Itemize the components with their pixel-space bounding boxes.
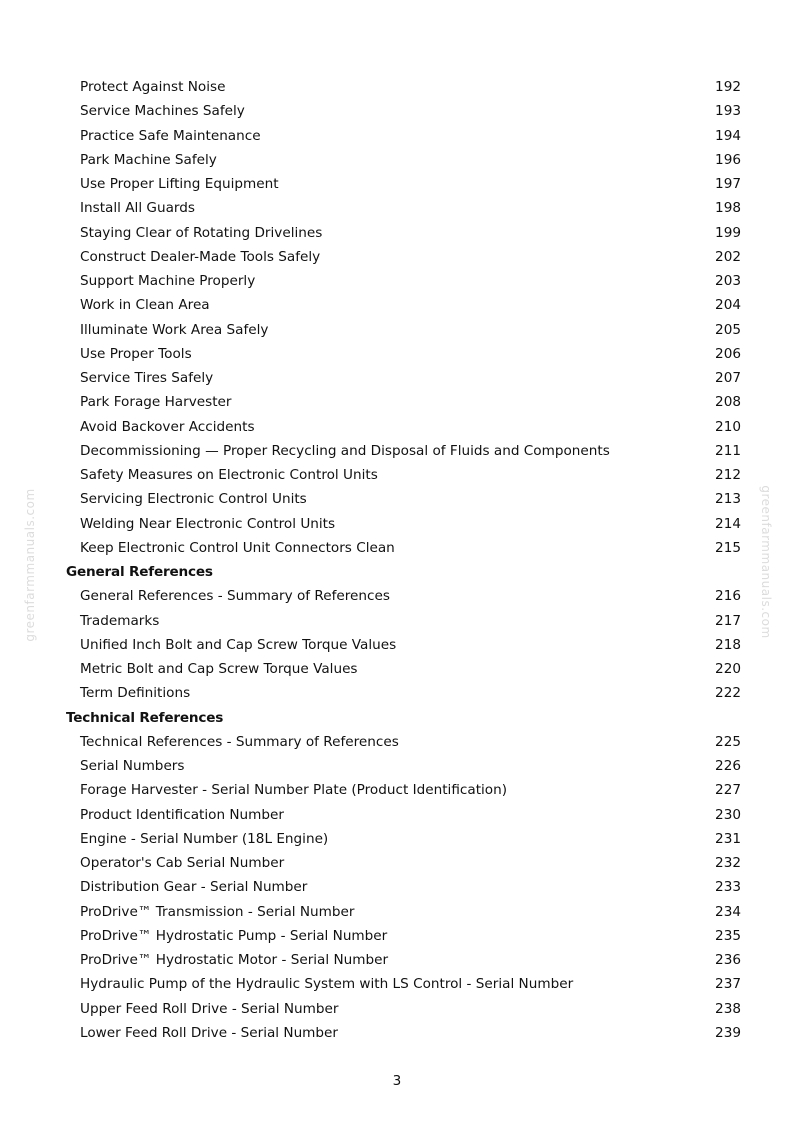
toc-entry-page: 230 bbox=[715, 806, 741, 823]
toc-entry-title: Staying Clear of Rotating Drivelines bbox=[80, 224, 323, 241]
toc-entry[interactable] bbox=[0, 584, 794, 608]
toc-entry[interactable] bbox=[0, 415, 794, 439]
toc-entry-title: Service Tires Safely bbox=[80, 370, 214, 386]
toc-entry-title: Technical References - Summary of References bbox=[80, 733, 399, 750]
toc-entry[interactable] bbox=[0, 245, 794, 269]
toc-entry-page: 206 bbox=[715, 345, 741, 362]
toc-entry[interactable] bbox=[0, 1021, 794, 1045]
toc-entry-title: Operator's Cab Serial Number bbox=[80, 855, 285, 871]
toc-entry[interactable] bbox=[0, 924, 794, 948]
toc-entry-title: Use Proper Lifting Equipment bbox=[80, 176, 279, 192]
toc-entry[interactable] bbox=[0, 657, 794, 681]
table-of-contents bbox=[0, 75, 794, 1045]
toc-entry-page: 197 bbox=[715, 176, 741, 192]
toc-entry-title: Term Definitions bbox=[80, 685, 191, 702]
toc-entry-title: Forage Harvester - Serial Number Plate (Product Identification) bbox=[80, 782, 508, 799]
toc-entry[interactable] bbox=[0, 221, 794, 245]
toc-entry-page: 207 bbox=[715, 370, 741, 386]
toc-entry-title: Unified Inch Bolt and Cap Screw Torque Values bbox=[80, 636, 397, 653]
toc-entry-page: 205 bbox=[715, 321, 741, 338]
toc-entry[interactable] bbox=[0, 487, 794, 511]
toc-entry-page: 236 bbox=[715, 952, 741, 968]
toc-entry-page: 198 bbox=[715, 200, 741, 217]
toc-entry-page: 217 bbox=[715, 612, 741, 629]
toc-entry-title: Engine - Serial Number (18L Engine) bbox=[80, 830, 329, 847]
toc-entry-title: Metric Bolt and Cap Screw Torque Values bbox=[80, 661, 358, 677]
toc-entry-page: 231 bbox=[715, 830, 741, 847]
toc-entry-title: Practice Safe Maintenance bbox=[80, 127, 261, 144]
toc-entry-page: 214 bbox=[715, 515, 741, 532]
toc-entry-page: 218 bbox=[715, 636, 741, 653]
toc-entry-title: Construct Dealer-Made Tools Safely bbox=[80, 248, 321, 265]
toc-entry-title: ProDrive™ Transmission - Serial Number bbox=[80, 903, 355, 920]
toc-entry-page: 199 bbox=[715, 224, 741, 241]
toc-entry-title: Use Proper Tools bbox=[80, 345, 192, 362]
toc-heading-title: General References bbox=[66, 564, 213, 580]
toc-entry[interactable] bbox=[0, 948, 794, 972]
toc-entry-title: Park Machine Safely bbox=[80, 151, 217, 168]
toc-entry-title: Servicing Electronic Control Units bbox=[80, 491, 307, 508]
toc-entry-page: 213 bbox=[715, 491, 741, 508]
toc-entry-title: Keep Electronic Control Unit Connectors Clean bbox=[80, 539, 395, 556]
toc-entry-title: Welding Near Electronic Control Units bbox=[80, 515, 336, 532]
toc-entry-title: Hydraulic Pump of the Hydraulic System with LS Control - Serial Number bbox=[80, 976, 574, 993]
toc-entry-page: 220 bbox=[715, 661, 741, 677]
toc-entry-page: 232 bbox=[715, 855, 741, 871]
toc-entry-page: 215 bbox=[715, 539, 741, 556]
toc-entry-page: 194 bbox=[715, 127, 741, 144]
toc-entry-title: Work in Clean Area bbox=[80, 297, 210, 314]
toc-entry[interactable] bbox=[0, 148, 794, 172]
toc-entry-title: Park Forage Harvester bbox=[80, 394, 232, 411]
toc-entry-page: 237 bbox=[715, 976, 741, 993]
toc-entry-title: Install All Guards bbox=[80, 200, 195, 217]
toc-entry-page: 226 bbox=[715, 758, 741, 774]
toc-entry-page: 192 bbox=[715, 79, 741, 95]
toc-entry[interactable] bbox=[0, 318, 794, 342]
toc-entry[interactable] bbox=[0, 778, 794, 802]
toc-entry-page: 235 bbox=[715, 927, 741, 944]
toc-entry[interactable] bbox=[0, 536, 794, 560]
toc-entry[interactable] bbox=[0, 463, 794, 487]
toc-entry-page: 227 bbox=[715, 782, 741, 799]
toc-section-heading bbox=[0, 706, 794, 730]
toc-entry[interactable] bbox=[0, 390, 794, 414]
toc-entry-title: Lower Feed Roll Drive - Serial Number bbox=[80, 1024, 339, 1041]
toc-entry-page: 196 bbox=[715, 151, 741, 168]
toc-entry[interactable] bbox=[0, 124, 794, 148]
toc-entry[interactable] bbox=[0, 633, 794, 657]
toc-entry[interactable] bbox=[0, 730, 794, 754]
toc-entry-title: Upper Feed Roll Drive - Serial Number bbox=[80, 1000, 339, 1017]
toc-entry[interactable] bbox=[0, 75, 794, 99]
toc-entry[interactable] bbox=[0, 609, 794, 633]
toc-entry-page: 202 bbox=[715, 248, 741, 265]
toc-entry-title: Product Identification Number bbox=[80, 806, 284, 823]
toc-entry[interactable] bbox=[0, 99, 794, 123]
toc-entry-title: Service Machines Safely bbox=[80, 103, 245, 120]
toc-entry[interactable] bbox=[0, 172, 794, 196]
toc-entry[interactable] bbox=[0, 269, 794, 293]
toc-entry-page: 212 bbox=[715, 467, 741, 483]
toc-entry-title: Distribution Gear - Serial Number bbox=[80, 879, 308, 896]
toc-entry-title: Decommissioning — Proper Recycling and Disposal of Fluids and Components bbox=[80, 442, 610, 459]
toc-entry[interactable] bbox=[0, 342, 794, 366]
toc-entry-title: Trademarks bbox=[80, 612, 160, 629]
toc-entry[interactable] bbox=[0, 875, 794, 899]
toc-entry[interactable] bbox=[0, 196, 794, 220]
toc-entry-title: Protect Against Noise bbox=[80, 79, 226, 95]
toc-entry-title: ProDrive™ Hydrostatic Pump - Serial Number bbox=[80, 927, 388, 944]
toc-entry[interactable] bbox=[0, 754, 794, 778]
watermark-right: greenfarmmanuals.com bbox=[759, 485, 773, 639]
toc-entry[interactable] bbox=[0, 851, 794, 875]
toc-entry-title: Serial Numbers bbox=[80, 758, 185, 774]
toc-entry[interactable] bbox=[0, 972, 794, 996]
toc-entry-title: ProDrive™ Hydrostatic Motor - Serial Number bbox=[80, 952, 389, 968]
toc-entry-title: Support Machine Properly bbox=[80, 273, 256, 289]
toc-entry-page: 210 bbox=[715, 418, 741, 435]
toc-entry[interactable] bbox=[0, 803, 794, 827]
toc-entry[interactable] bbox=[0, 366, 794, 390]
toc-entry-title: General References - Summary of References bbox=[80, 588, 390, 605]
toc-entry-page: 225 bbox=[715, 733, 741, 750]
page-number: 3 bbox=[392, 1073, 402, 1089]
toc-entry-page: 222 bbox=[715, 685, 741, 702]
toc-entry-page: 234 bbox=[715, 903, 741, 920]
toc-entry-page: 233 bbox=[715, 879, 741, 896]
toc-entry-page: 193 bbox=[715, 103, 741, 120]
toc-entry-page: 216 bbox=[715, 588, 741, 605]
toc-entry-page: 203 bbox=[715, 273, 741, 289]
toc-entry[interactable] bbox=[0, 439, 794, 463]
toc-entry-title: Avoid Backover Accidents bbox=[80, 418, 255, 435]
toc-entry[interactable] bbox=[0, 997, 794, 1021]
toc-entry[interactable] bbox=[0, 512, 794, 536]
toc-entry-page: 204 bbox=[715, 297, 741, 314]
watermark-left: greenfarmmanuals.com bbox=[23, 488, 37, 642]
toc-section-heading bbox=[0, 560, 794, 584]
toc-entry-page: 208 bbox=[715, 394, 741, 411]
toc-entry[interactable] bbox=[0, 900, 794, 924]
toc-entry[interactable] bbox=[0, 681, 794, 705]
toc-entry[interactable] bbox=[0, 827, 794, 851]
toc-entry-page: 238 bbox=[715, 1000, 741, 1017]
toc-entry-title: Illuminate Work Area Safely bbox=[80, 321, 269, 338]
toc-entry-page: 239 bbox=[715, 1024, 741, 1041]
toc-heading-title: Technical References bbox=[66, 709, 224, 726]
toc-entry-page: 211 bbox=[715, 442, 741, 459]
toc-entry-title: Safety Measures on Electronic Control Units bbox=[80, 467, 378, 483]
toc-entry[interactable] bbox=[0, 293, 794, 317]
